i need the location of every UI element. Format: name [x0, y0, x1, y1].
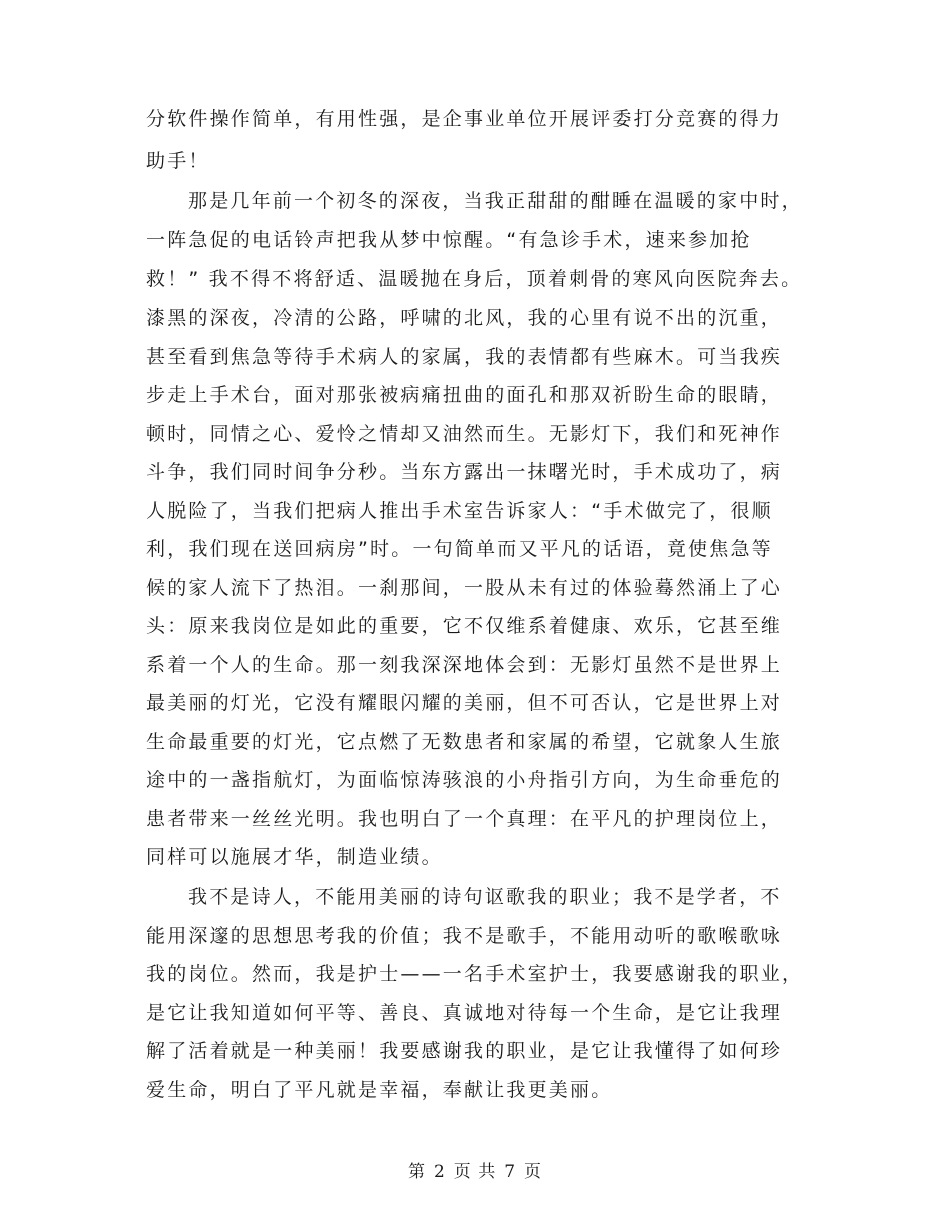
body-line: 分软件操作简单，有用性强，是企事业单位开展评委打分竞赛的得力 [146, 108, 783, 130]
body-line: 能用深邃的思想思考我的价值；我不是歌手，不能用动听的歌喉歌咏 [146, 925, 783, 947]
body-line: 解了活着就是一种美丽！我要感谢我的职业，是它让我懂得了如何珍 [146, 1040, 783, 1062]
body-line: 系着一个人的生命。那一刻我深深地体会到：无影灯虽然不是世界上 [146, 654, 783, 676]
body-line: 助手！ [146, 150, 210, 172]
body-line: 爱生命，明白了平凡就是幸福，奉献让我更美丽。 [146, 1079, 613, 1101]
body-line: 漆黑的深夜，冷清的公路，呼啸的北风，我的心里有说不出的沉重， [146, 307, 783, 329]
paragraph-start-line: 我不是诗人，不能用美丽的诗句讴歌我的职业；我不是学者，不 [188, 886, 782, 908]
paragraph-start-line: 那是几年前一个初冬的深夜，当我正甜甜的酣睡在温暖的家中时， [188, 190, 803, 212]
footer-prefix: 第 [407, 1162, 426, 1182]
body-line: 救！” 我不得不将舒适、温暖抛在身后，顶着刺骨的寒风向医院奔去。 [146, 268, 803, 290]
body-line: 最美丽的灯光，它没有耀眼闪耀的美丽，但不可否认，它是世界上对 [146, 692, 783, 714]
footer-suffix: 页 [524, 1162, 543, 1182]
body-line: 人脱险了，当我们把病人推出手术室告诉家人：“手术做完了，很顺 [146, 500, 773, 522]
body-line: 途中的一盏指航灯，为面临惊涛骇浪的小舟指引方向，为生命垂危的 [146, 769, 783, 791]
page-footer [0, 1157, 950, 1182]
body-line: 同样可以施展才华，制造业绩。 [146, 846, 443, 868]
body-line: 顿时，同情之心、爱怜之情却又油然而生。无影灯下，我们和死神作 [146, 423, 783, 445]
footer-middle: 页 共 [453, 1162, 497, 1182]
body-line: 生命最重要的灯光，它点燃了无数患者和家属的希望，它就象人生旅 [146, 731, 783, 753]
current-page-number: 2 [433, 1162, 446, 1182]
body-line: 头：原来我岗位是如此的重要，它不仅维系着健康、欢乐，它甚至维 [146, 615, 783, 637]
body-line: 是它让我知道如何平等、善良、真诚地对待每一个生命，是它让我理 [146, 1002, 783, 1024]
body-line: 斗争，我们同时间争分秒。当东方露出一抹曙光时，手术成功了，病 [146, 461, 783, 483]
body-line: 候的家人流下了热泪。一刹那间，一股从未有过的体验蓦然涌上了心 [146, 577, 783, 599]
body-line: 患者带来一丝丝光明。我也明白了一个真理：在平凡的护理岗位上， [146, 808, 783, 830]
body-line: 利，我们现在送回病房”时。一句简单而又平凡的话语，竟使焦急等 [146, 538, 773, 560]
body-line: 一阵急促的电话铃声把我从梦中惊醒。“有急诊手术，速来参加抢 [146, 229, 752, 251]
body-line: 我的岗位。然而，我是护士——一名手术室护士，我要感谢我的职业， [146, 963, 804, 985]
total-pages-number: 7 [504, 1162, 517, 1182]
body-line: 步走上手术台，面对那张被病痛扭曲的面孔和那双祈盼生命的眼睛， [146, 384, 783, 406]
body-line: 甚至看到焦急等待手术病人的家属，我的表情都有些麻木。可当我疾 [146, 346, 783, 368]
